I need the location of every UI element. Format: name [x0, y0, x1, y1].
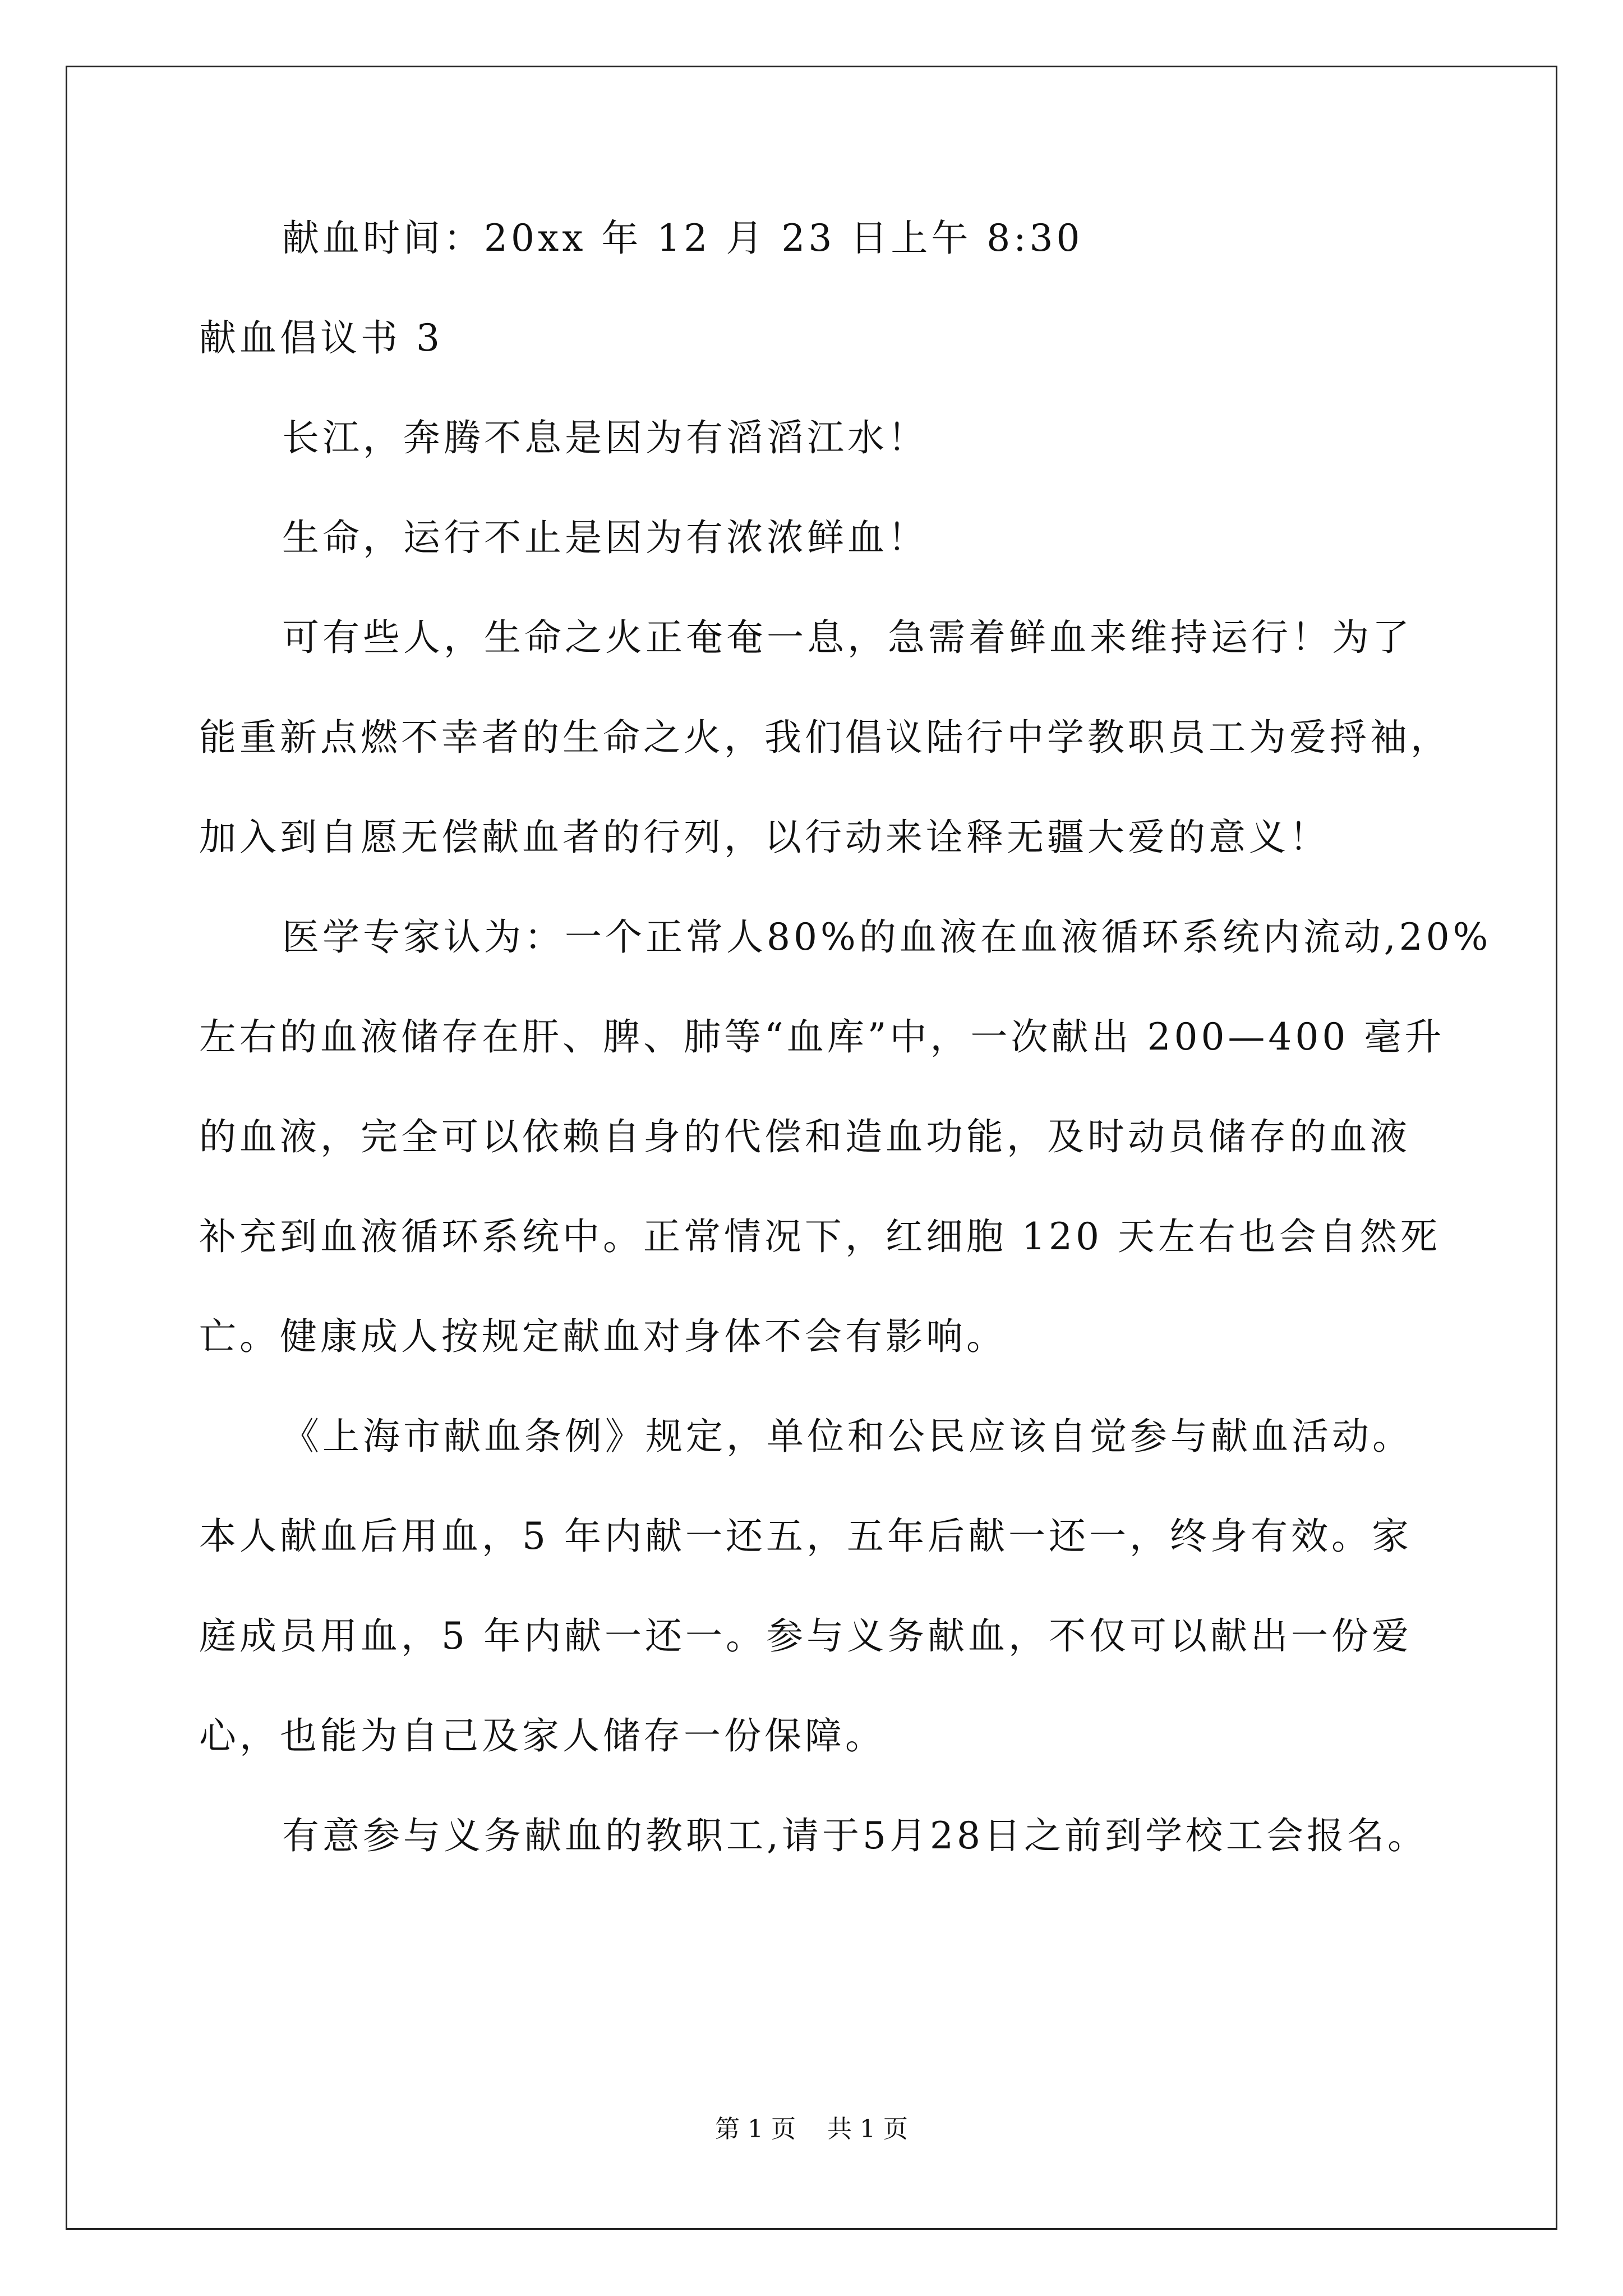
paragraph-line: 《上海市献血条例》规定，单位和公民应该自觉参与献血活动。 [282, 1415, 1413, 1458]
paragraph-line: 补充到血液循环系统中。正常情况下，红细胞 120 天左右也会自然死 [199, 1215, 1441, 1258]
document-title: 献血倡议书 3 [199, 316, 443, 360]
paragraph-line: 本人献血后用血，5 年内献一还五，五年后献一还一，终身有效。家 [199, 1515, 1412, 1558]
paragraph-line: 长江，奔腾不息是因为有滔滔江水！ [282, 416, 928, 459]
page-footer: 第 1 页 共 1 页 [715, 2115, 908, 2143]
paragraph-line: 庭成员用血，5 年内献一还一。参与义务献血，不仅可以献出一份爱 [199, 1614, 1412, 1658]
paragraph-line: 能重新点燃不幸者的生命之火，我们倡议陆行中学教职员工为爱捋袖， [199, 716, 1451, 759]
paragraph-line: 生命，运行不止是因为有浓浓鲜血！ [282, 516, 928, 559]
paragraph-line: 医学专家认为：一个正常人80%的血液在血液循环系统内流动,20% [282, 915, 1492, 959]
paragraph-line: 的血液，完全可以依赖自身的代偿和造血功能，及时动员储存的血液 [199, 1115, 1410, 1158]
paragraph-line: 加入到自愿无偿献血者的行列，以行动来诠释无疆大爱的意义！ [199, 816, 1330, 859]
paragraph-line: 左右的血液储存在肝、脾、肺等“血库”中，一次献出 200—400 毫升 [199, 1015, 1445, 1059]
paragraph-line: 有意参与义务献血的教职工,请于5月28日之前到学校工会报名。 [282, 1814, 1428, 1857]
paragraph-line: 可有些人，生命之火正奄奄一息，急需着鲜血来维持运行！为了 [282, 616, 1413, 659]
paragraph-line: 亡。健康成人按规定献血对身体不会有影响。 [199, 1315, 1007, 1358]
donation-time-line: 献血时间：20xx 年 12 月 23 日上午 8:30 [282, 217, 1083, 260]
paragraph-line: 心，也能为自己及家人储存一份保障。 [199, 1714, 886, 1757]
